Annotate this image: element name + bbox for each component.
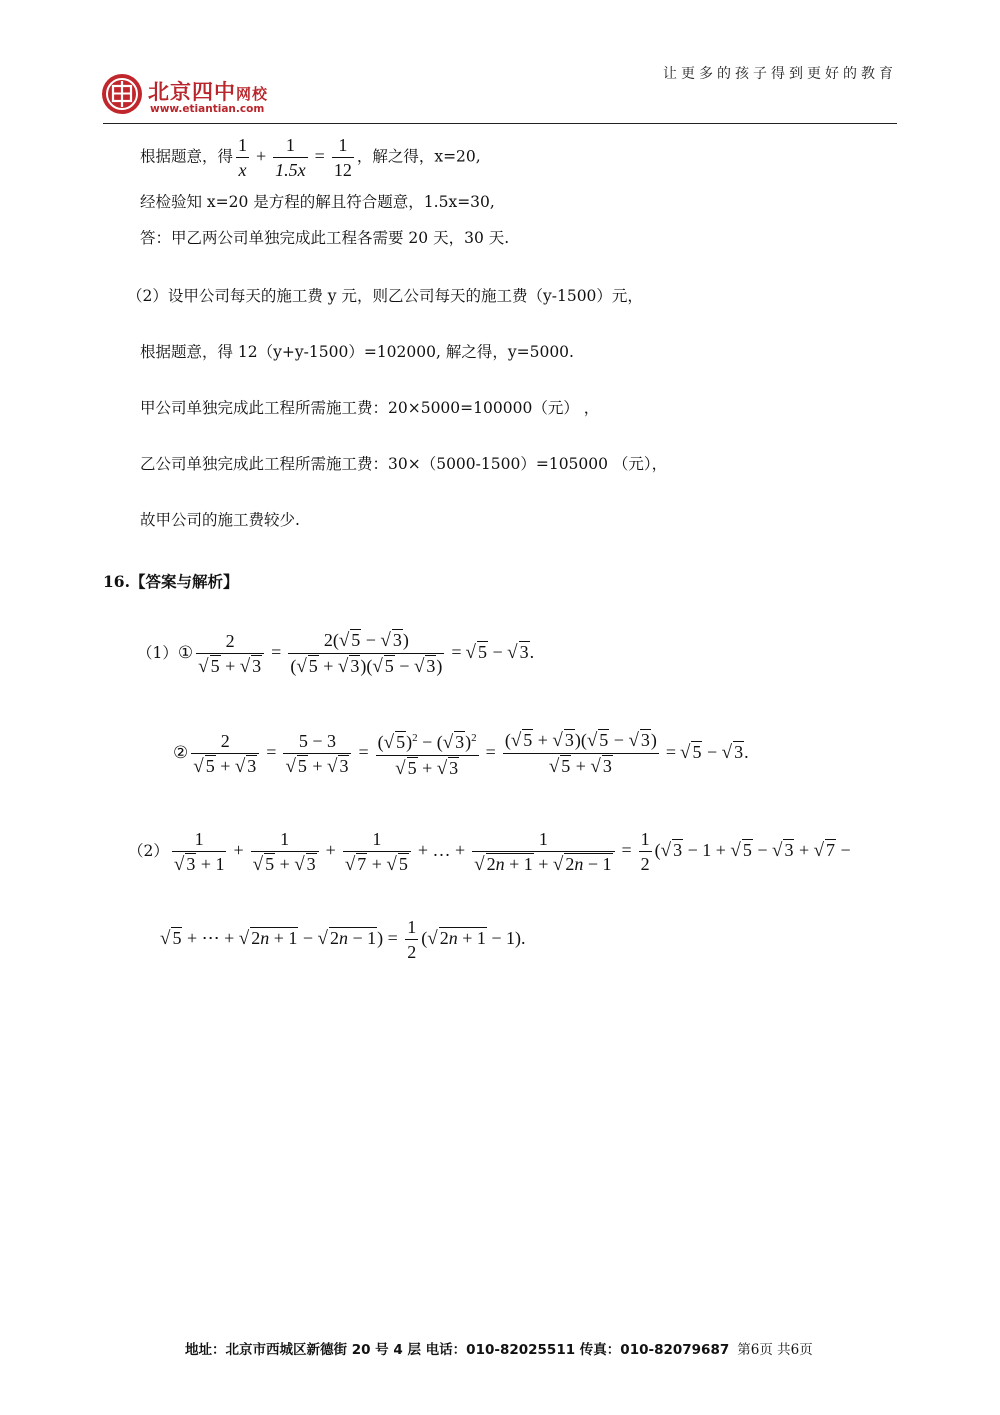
- q16-part1-method1: [137, 622, 534, 683]
- logo-suffix: 网校: [236, 85, 269, 103]
- numerator: 1: [273, 133, 308, 158]
- q15-answer: 答：甲乙两公司单独完成此工程各需要 20 天，30 天.: [140, 229, 510, 247]
- q15-fraction-equation: $\frac{1}{x}$ + $\frac{1}{1.5x}$ = $\frac{1}{12}$: [238, 135, 352, 180]
- method-marker-2: ②: [173, 743, 189, 763]
- q15-line1-suffix: ，解之得，x=20,: [356, 147, 481, 166]
- numerator: 1: [236, 133, 249, 158]
- q16-part2-label: （2）: [128, 842, 169, 860]
- q15-part2-intro: （2）设甲公司每天的施工费 y 元，则乙公司每天的施工费（y-1500）元，: [127, 287, 643, 305]
- page-number: 第6页 共6页: [737, 1342, 813, 1358]
- logo-url: www.etiantian.com: [150, 103, 265, 115]
- fraction: [273, 133, 308, 182]
- formula-sum-continued: √ 5 + ⋯ + √ 2n + 1 − √ 2n − 1) = $\frac{1}{2}$ (√ 2n + 1 − 1).: [160, 917, 526, 963]
- site-logo: [100, 72, 290, 120]
- q15-line1-prefix: 根据题意，得: [140, 147, 234, 166]
- q15-conclusion: 故甲公司的施工费较少.: [140, 511, 300, 529]
- q15-part2-equation: 根据题意，得 12（y+y-1500）=102000, 解之得，y=5000.: [140, 343, 574, 361]
- numerator: 1: [332, 133, 354, 158]
- q15-cost-a: 甲公司单独完成此工程所需施工费：20×5000=100000（元） ，: [140, 399, 600, 417]
- method-marker-1: ①: [177, 643, 194, 663]
- q16-part1-method2: [173, 722, 749, 783]
- q16-part1-label: （1）: [137, 644, 178, 662]
- school-emblem-icon: [100, 72, 144, 116]
- formula-method1: $\frac{2}{√ 5 + √ 3}$ = $\frac{2(√ 5 - √ 3)}{(√ 5 + √ 3)(√ 5 - √ 3)}$ = √ 5 − √ 3.: [198, 630, 535, 678]
- header-slogan: 让更多的孩子得到更好的教育: [663, 66, 897, 82]
- denominator: 1.5x: [275, 160, 306, 180]
- logo-name: 北京四中网校: [148, 80, 269, 104]
- denominator: x: [238, 160, 247, 180]
- formula-method2: $\frac{2}{√ 5 + √ 3}$ = $\frac{5 - 3}{√ 5 + √ 3}$ = $\frac{(√ 5)^2 - (√ 3)^2}{√ 5 + √ 3}$ = $\frac{(√ 5 + √ 3)(√ 5 - √ 3)}{√ 5 + √ 3}$ = √ 5 − √ 3.: [188, 742, 748, 762]
- q16-part2-line2: [160, 908, 526, 969]
- footer-contact: 地址：北京市西城区新德街 20 号 4 层 电话：010-82025511 传真：010-82079687: [185, 1342, 730, 1358]
- formula-sum: $\frac{1}{√ 3 + 1}$ + $\frac{1}{√ 5 + √ 3}$ + $\frac{1}{√ 7 + √ 5}$ + … + $\frac{1}{√ 2n + 1 + √ 2n - 1}$ = $\frac{1}{2}$ (√ 3 − 1 + √ 5 − √ 3 + √ 7 −: [173, 828, 851, 875]
- denominator: 12: [333, 160, 352, 180]
- q15-cost-b: 乙公司单独完成此工程所需施工费：30×（5000-1500）=105000 （元），: [140, 455, 668, 473]
- header-divider: [103, 123, 897, 124]
- fraction: [332, 133, 354, 182]
- q15-equation-line: [140, 133, 481, 182]
- fraction: [236, 133, 249, 182]
- page-footer: [185, 1338, 813, 1358]
- q16-heading: 16.【答案与解析】: [103, 572, 239, 591]
- q16-part2-line1: [128, 820, 851, 881]
- q15-verification: 经检验知 x=20 是方程的解且符合题意，1.5x=30,: [140, 193, 495, 211]
